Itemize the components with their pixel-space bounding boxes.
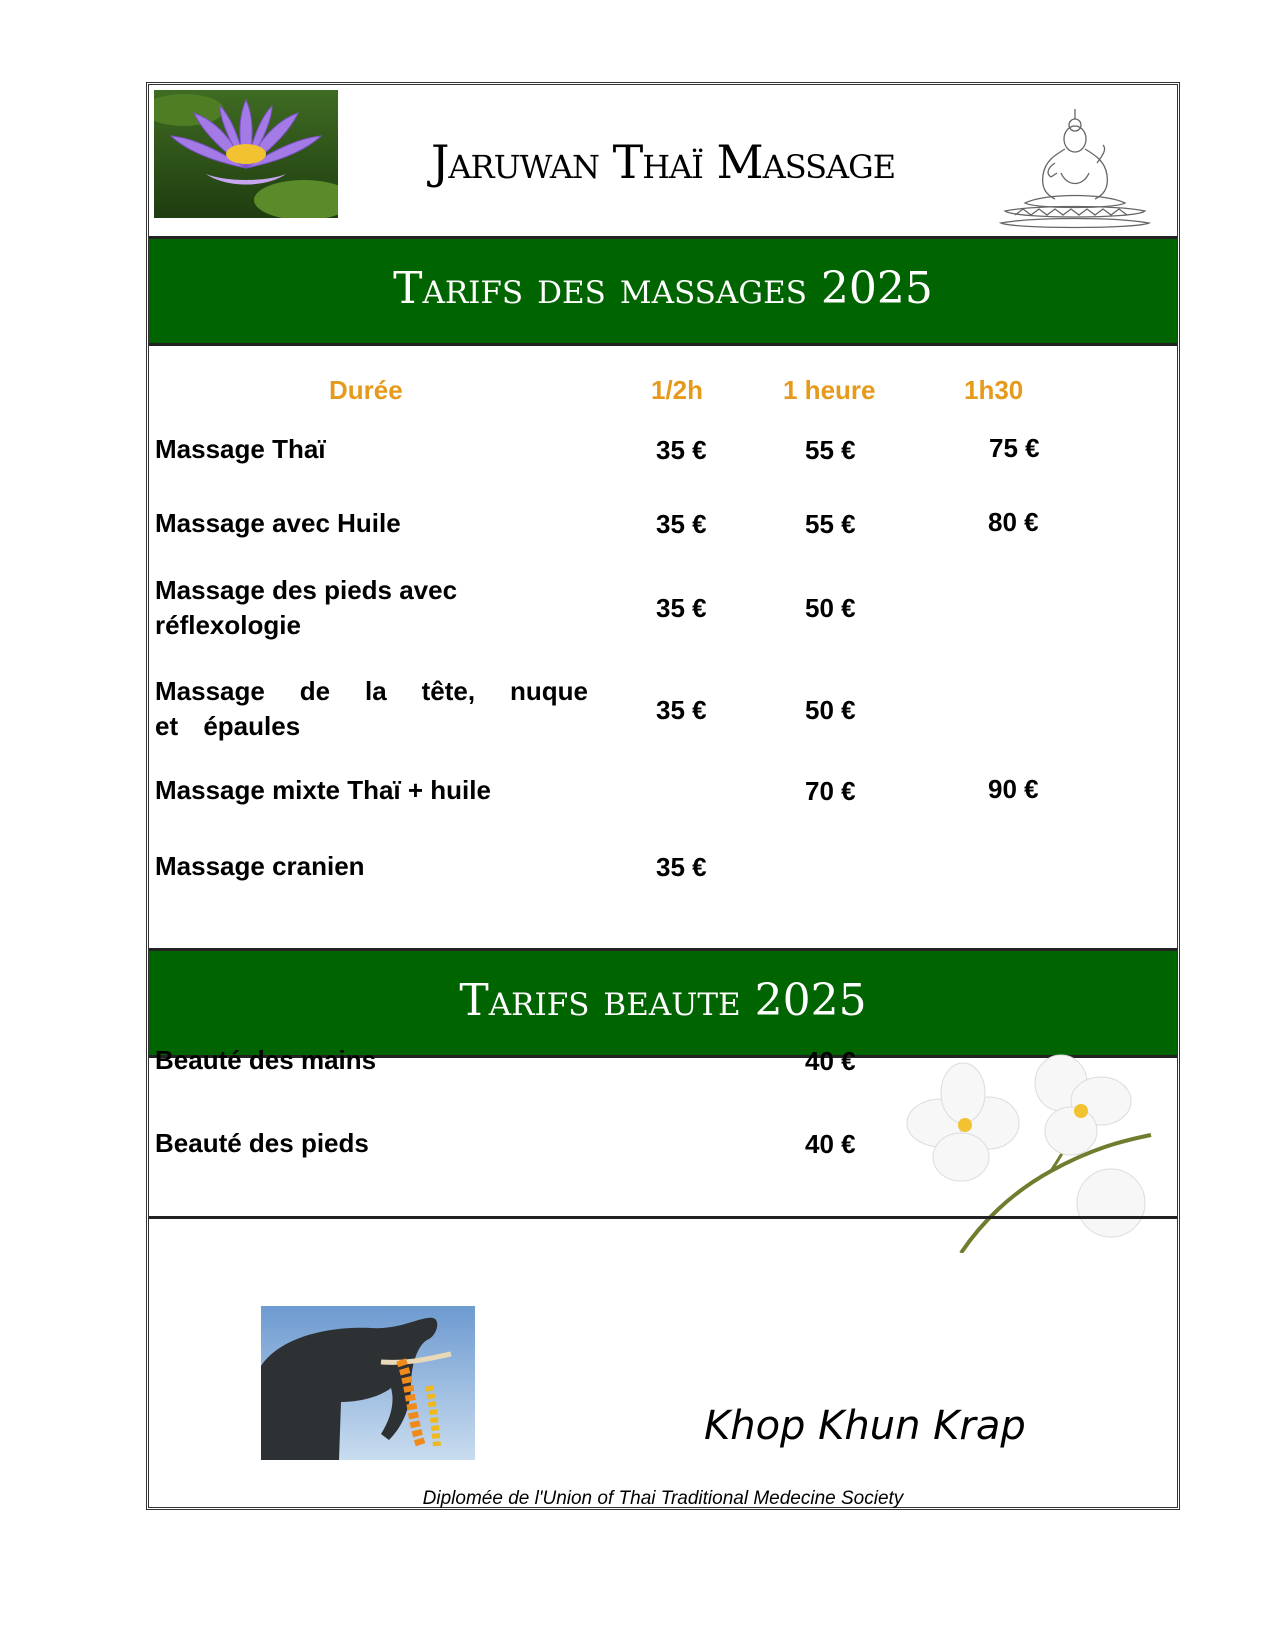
column-header-duration: Durée xyxy=(329,375,403,405)
beauty-row-label: Beauté des pieds xyxy=(155,1128,369,1158)
price-half-hour: 35 € xyxy=(656,593,707,623)
beauty-price: 40 € xyxy=(805,1129,856,1159)
price-half-hour: 35 € xyxy=(656,852,707,882)
massage-row-label: Massage des pieds avec réflexologie xyxy=(155,575,458,640)
massage-row-label: Massage Thaï xyxy=(155,434,326,464)
buddha-drawing xyxy=(985,103,1165,233)
column-header-one-hour: 1 heure xyxy=(783,375,876,405)
diploma-note: Diplomée de l'Union of Thai Traditional Medecine Society xyxy=(422,1488,904,1509)
massage-row-label: Massage de la tête, nuque et épaules xyxy=(155,676,588,741)
price-one-hour: 70 € xyxy=(805,776,856,806)
price-ninety: 75 € xyxy=(989,433,1040,463)
price-half-hour: 35 € xyxy=(656,695,707,725)
elephant-statue-image xyxy=(261,1306,475,1460)
price-half-hour: 35 € xyxy=(656,435,707,465)
divider xyxy=(149,343,1177,346)
column-header-ninety: 1h30 xyxy=(964,375,1024,405)
price-one-hour: 55 € xyxy=(805,509,856,539)
price-one-hour: 50 € xyxy=(805,593,856,623)
divider xyxy=(149,1216,1177,1219)
massage-row-label: Massage cranien xyxy=(155,851,365,881)
beauty-price: 40 € xyxy=(805,1046,856,1076)
business-title: Jaruwan Thaï Massage xyxy=(430,135,896,189)
price-ninety: 90 € xyxy=(988,774,1039,804)
massage-row-label: Massage mixte Thaï + huile xyxy=(155,775,491,805)
price-one-hour: 50 € xyxy=(805,695,856,725)
massage-section-heading: Tarifs des massages 2025 xyxy=(149,239,1177,343)
massage-row-label: Massage avec Huile xyxy=(155,508,401,538)
beauty-section-heading: Tarifs beaute 2025 xyxy=(149,951,1177,1055)
thanks-message: Khop Khun Krap xyxy=(704,1403,1026,1449)
column-header-half-hour: 1/2h xyxy=(651,375,704,405)
beauty-row-label: Beauté des mains xyxy=(155,1045,377,1075)
price-ninety: 80 € xyxy=(988,507,1039,537)
price-list-frame xyxy=(146,82,1180,1510)
white-orchid-image xyxy=(901,1053,1161,1253)
price-half-hour: 35 € xyxy=(656,509,707,539)
price-one-hour: 55 € xyxy=(805,435,856,465)
